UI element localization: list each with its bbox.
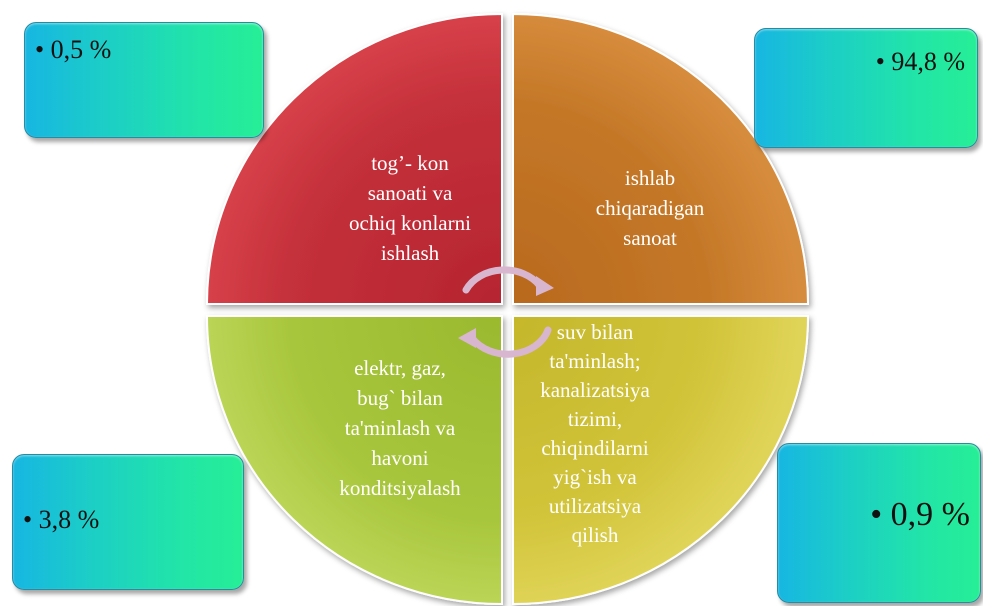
segment-label-bottom-right: suv bilan ta'minlash; kanalizatsiya tizimi, chiqindilarni yig`ish va utilizatsiya qilish [540, 320, 650, 547]
percent-box-top-left [24, 22, 264, 138]
percent-value-top-right: • 94,8 % [875, 47, 965, 76]
segment-label-top-left: tog’- kon sanoati va ochiq konlarni ishlash [349, 151, 471, 265]
segment-label-bottom-left: elektr, gaz, bug` bilan ta'minlash va havoni konditsiyalash [339, 356, 461, 500]
percent-box-bottom-right [777, 443, 981, 603]
percent-value-bottom-right: • 0,9 % [870, 496, 970, 533]
segment-label-top-right: ishlab chiqaradigan sanoat [595, 166, 705, 250]
percent-value-top-left: • 0,5 % [35, 35, 112, 64]
percent-box-bottom-left [12, 454, 244, 590]
percent-box-top-right [754, 28, 978, 148]
percent-value-bottom-left: • 3,8 % [23, 505, 100, 534]
